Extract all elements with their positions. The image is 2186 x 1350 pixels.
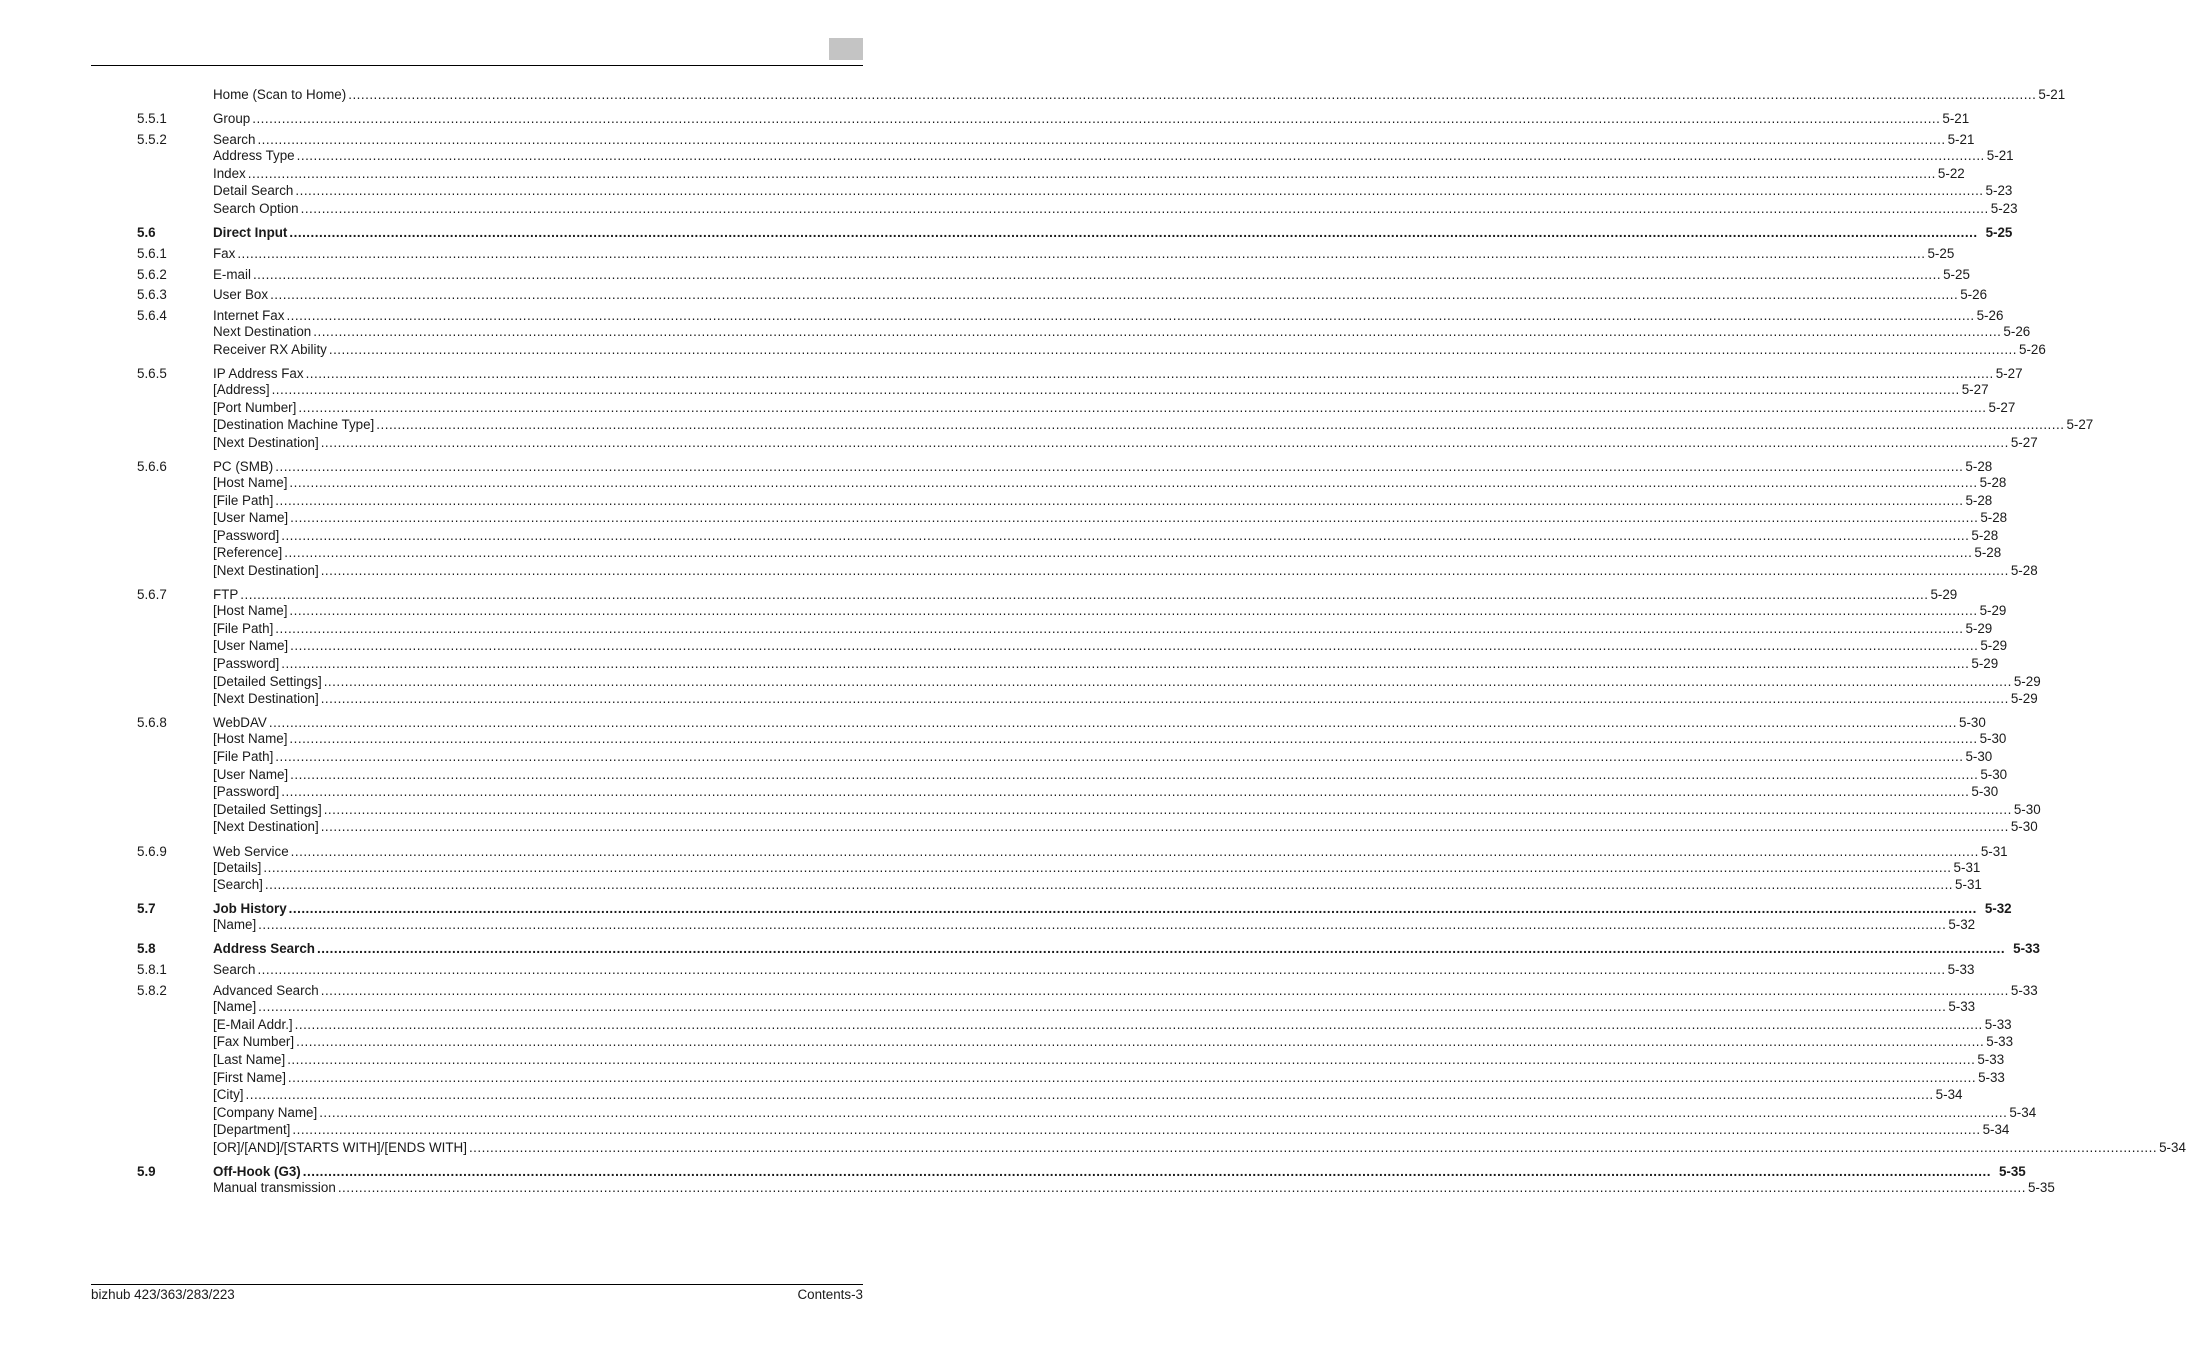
toc-title: [User Name] (213, 767, 289, 782)
toc-title: [Name] (213, 999, 257, 1014)
toc-dot-leader: ................................................................................................................................................................................................................................................................................................................................................................................................................ (275, 749, 1964, 764)
toc-page-number: 5-30 (1971, 784, 1999, 799)
toc-line (213, 1139, 2186, 1157)
toc-dot-leader: ................................................................................................................................................................................................................................................................................................................................................................................................................ (376, 417, 2065, 432)
toc-title: Search (213, 962, 256, 977)
toc-page-number: 5-21 (1947, 132, 1975, 147)
toc-dot-leader: ................................................................................................................................................................................................................................................................................................................................................................................................................ (348, 87, 2037, 102)
toc-title: [Port Number] (213, 400, 297, 415)
toc-line (213, 182, 2013, 200)
toc-title: [File Path] (213, 493, 274, 508)
toc-dot-leader: ................................................................................................................................................................................................................................................................................................................................................................................................................ (275, 621, 1964, 636)
toc-dot-leader: ................................................................................................................................................................................................................................................................................................................................................................................................................ (296, 148, 1985, 163)
toc-page-number: 5-30 (1980, 767, 2008, 782)
toc-dot-leader: ................................................................................................................................................................................................................................................................................................................................................................................................................ (300, 201, 1989, 216)
toc-entry[interactable] (0, 961, 1975, 979)
toc-page-number: 5-25 (1985, 225, 2013, 240)
toc-line (213, 416, 2094, 434)
toc-page-number: 5-34 (2159, 1140, 2186, 1155)
toc-line (213, 147, 2014, 165)
toc-title: Manual transmission (213, 1180, 336, 1195)
toc-dot-leader: ................................................................................................................................................................................................................................................................................................................................................................................................................ (289, 225, 1978, 240)
toc-entry[interactable] (0, 1139, 2186, 1157)
toc-dot-leader: ................................................................................................................................................................................................................................................................................................................................................................................................................ (252, 267, 1942, 282)
toc-section-number: 5.8.1 (137, 962, 167, 977)
toc-dot-leader: ................................................................................................................................................................................................................................................................................................................................................................................................................ (240, 587, 1929, 602)
toc-line (213, 620, 1993, 638)
toc-page-number: 5-31 (1980, 844, 2008, 859)
toc-page-number: 5-30 (1965, 749, 1993, 764)
toc-title: Fax (213, 246, 236, 261)
toc-line (213, 562, 2038, 580)
toc-title: [Host Name] (213, 731, 288, 746)
toc-page-number: 5-29 (1965, 621, 1993, 636)
toc-title: Internet Fax (213, 308, 285, 323)
toc-dot-leader: ................................................................................................................................................................................................................................................................................................................................................................................................................ (323, 802, 2012, 817)
toc-dot-leader: ................................................................................................................................................................................................................................................................................................................................................................................................................ (287, 1052, 1976, 1067)
toc-page-number: 5-21 (2038, 87, 2066, 102)
toc-entry[interactable] (0, 562, 2038, 580)
toc-section-number: 5.6 (137, 225, 156, 240)
toc-title: [Host Name] (213, 603, 288, 618)
toc-dot-leader: ................................................................................................................................................................................................................................................................................................................................................................................................................ (252, 111, 1941, 126)
toc-line (213, 916, 1976, 934)
toc-line (213, 474, 2007, 492)
toc-entry[interactable] (0, 341, 2046, 359)
toc-page-number: 5-30 (1979, 731, 2007, 746)
toc-title: [Password] (213, 528, 280, 543)
toc-line (213, 783, 1999, 801)
toc-dot-leader: ................................................................................................................................................................................................................................................................................................................................................................................................................ (281, 528, 1970, 543)
toc-page-number: 5-22 (1937, 166, 1965, 181)
toc-section-number: 5.6.6 (137, 459, 167, 474)
toc-title: Job History (213, 901, 287, 916)
toc-page-number: 5-21 (1942, 111, 1970, 126)
toc-dot-leader: ................................................................................................................................................................................................................................................................................................................................................................................................................ (271, 382, 1960, 397)
toc-page-number: 5-28 (1974, 545, 2002, 560)
toc-entry[interactable] (0, 110, 1970, 128)
toc-entry[interactable] (0, 876, 1982, 894)
toc-entry[interactable] (0, 182, 2013, 200)
toc-title: Advanced Search (213, 983, 319, 998)
toc-page-number: 5-28 (2010, 563, 2038, 578)
toc-line (213, 818, 2038, 836)
toc-title: [Reference] (213, 545, 283, 560)
toc-dot-leader: ................................................................................................................................................................................................................................................................................................................................................................................................................ (288, 901, 1977, 916)
toc-line (213, 527, 1999, 545)
toc-title: Index (213, 166, 246, 181)
toc-page-number: 5-28 (1971, 528, 1999, 543)
toc-dot-leader: ................................................................................................................................................................................................................................................................................................................................................................................................................ (275, 459, 1964, 474)
toc-page-number: 5-32 (1984, 901, 2012, 916)
toc-page-number: 5-35 (1998, 1164, 2026, 1179)
toc-line (213, 859, 1981, 877)
toc-dot-leader: ................................................................................................................................................................................................................................................................................................................................................................................................................ (292, 1122, 1981, 1137)
toc-dot-leader: ................................................................................................................................................................................................................................................................................................................................................................................................................ (245, 1087, 1934, 1102)
toc-entry[interactable] (0, 416, 2094, 434)
toc-line (213, 1069, 2005, 1087)
toc-entry[interactable] (0, 224, 2013, 242)
toc-dot-leader: ................................................................................................................................................................................................................................................................................................................................................................................................................ (290, 844, 1979, 859)
toc-dot-leader: ................................................................................................................................................................................................................................................................................................................................................................................................................ (468, 1140, 2158, 1155)
toc-title: [City] (213, 1087, 244, 1102)
toc-entry[interactable] (0, 655, 1999, 673)
toc-dot-leader: ................................................................................................................................................................................................................................................................................................................................................................................................................ (237, 246, 1926, 261)
toc-title: [Password] (213, 656, 280, 671)
toc-line (213, 341, 2046, 359)
toc-title: Group (213, 111, 251, 126)
toc-entry[interactable] (0, 801, 2041, 819)
toc-entry[interactable] (0, 381, 1989, 399)
toc-dot-leader: ................................................................................................................................................................................................................................................................................................................................................................................................................ (320, 819, 2009, 834)
toc-page-number: 5-33 (1984, 1017, 2012, 1032)
toc-dot-leader: ................................................................................................................................................................................................................................................................................................................................................................................................................ (286, 308, 1975, 323)
toc-title: [Destination Machine Type] (213, 417, 375, 432)
toc-title: User Box (213, 287, 269, 302)
toc-page-number: 5-31 (1953, 860, 1981, 875)
toc-page-number: 5-25 (1943, 267, 1970, 282)
toc-dot-leader: ................................................................................................................................................................................................................................................................................................................................................................................................................ (287, 1070, 1977, 1085)
toc-entry[interactable] (0, 859, 1981, 877)
toc-line (213, 1104, 2037, 1122)
toc-title: Off-Hook (G3) (213, 1164, 301, 1179)
toc-title: Receiver RX Ability (213, 342, 327, 357)
toc-entry[interactable] (0, 730, 2007, 748)
toc-line (213, 544, 2002, 562)
toc-dot-leader: ................................................................................................................................................................................................................................................................................................................................................................................................................ (257, 132, 1946, 147)
toc-page-number: 5-27 (1988, 400, 2016, 415)
toc-entry[interactable] (0, 1104, 2037, 1122)
toc-title: [First Name] (213, 1070, 286, 1085)
toc-dot-leader: ................................................................................................................................................................................................................................................................................................................................................................................................................ (284, 545, 1973, 560)
toc-title: Next Destination (213, 324, 312, 339)
toc-dot-leader: ................................................................................................................................................................................................................................................................................................................................................................................................................ (294, 1017, 1983, 1032)
toc-dot-leader: ................................................................................................................................................................................................................................................................................................................................................................................................................ (319, 1105, 2008, 1120)
toc-title: IP Address Fax (213, 366, 304, 381)
toc-line (213, 509, 2008, 527)
toc-dot-leader: ................................................................................................................................................................................................................................................................................................................................................................................................................ (258, 917, 1947, 932)
toc-page-number: 5-33 (1986, 1034, 2014, 1049)
toc-entry[interactable] (0, 1086, 1963, 1104)
toc-page-number: 5-26 (1960, 287, 1988, 302)
toc-section-number: 5.6.9 (137, 844, 167, 859)
toc-title: [Next Destination] (213, 435, 319, 450)
toc-title: PC (SMB) (213, 459, 274, 474)
toc-title: [Next Destination] (213, 819, 319, 834)
toc-line (213, 998, 1976, 1016)
toc-entry[interactable] (0, 509, 2008, 527)
toc-title: [Host Name] (213, 475, 288, 490)
toc-title: [File Path] (213, 749, 274, 764)
toc-page-number: 5-32 (1948, 917, 1976, 932)
toc-page-number: 5-29 (2010, 691, 2038, 706)
toc-page-number: 5-29 (1971, 656, 1999, 671)
toc-dot-leader: ................................................................................................................................................................................................................................................................................................................................................................................................................ (320, 563, 2009, 578)
toc-dot-leader: ................................................................................................................................................................................................................................................................................................................................................................................................................ (305, 366, 1994, 381)
toc-dot-leader: ................................................................................................................................................................................................................................................................................................................................................................................................................ (323, 674, 2012, 689)
toc-title: Home (Scan to Home) (213, 87, 347, 102)
toc-dot-leader: ................................................................................................................................................................................................................................................................................................................................................................................................................ (275, 493, 1964, 508)
toc-title: Search (213, 132, 256, 147)
toc-line (213, 876, 1982, 894)
toc-dot-leader: ................................................................................................................................................................................................................................................................................................................................................................................................................ (290, 510, 1979, 525)
toc-line (213, 165, 1965, 183)
toc-title: [User Name] (213, 638, 289, 653)
toc-dot-leader: ................................................................................................................................................................................................................................................................................................................................................................................................................ (257, 962, 1946, 977)
toc-page-number: 5-27 (2066, 417, 2094, 432)
toc-line (213, 602, 2007, 620)
toc-entry[interactable] (0, 690, 2038, 708)
toc-page-number: 5-28 (1965, 459, 1993, 474)
toc-page-number: 5-35 (2027, 1180, 2055, 1195)
toc-dot-leader: ................................................................................................................................................................................................................................................................................................................................................................................................................ (320, 983, 2009, 998)
toc-section-number: 5.9 (137, 1164, 156, 1179)
toc-page-number: 5-23 (1990, 201, 2018, 216)
toc-title: [Name] (213, 917, 257, 932)
toc-dot-leader: ................................................................................................................................................................................................................................................................................................................................................................................................................ (298, 400, 1987, 415)
toc-title: [Department] (213, 1122, 291, 1137)
toc-page-number: 5-21 (1986, 148, 2014, 163)
toc-line (213, 381, 1989, 399)
toc-line (213, 637, 2008, 655)
toc-dot-leader: ................................................................................................................................................................................................................................................................................................................................................................................................................ (296, 1034, 1985, 1049)
toc-dot-leader: ................................................................................................................................................................................................................................................................................................................................................................................................................ (313, 324, 2002, 339)
toc-section-number: 5.6.5 (137, 366, 167, 381)
toc-line (213, 286, 1988, 304)
toc-page-number: 5-26 (2019, 342, 2046, 357)
toc-entry[interactable] (0, 620, 1993, 638)
toc-section-number: 5.5.1 (137, 111, 167, 126)
toc-page-number: 5-33 (1977, 1052, 2005, 1067)
toc-title: [Details] (213, 860, 262, 875)
toc-line (213, 940, 2040, 958)
toc-title: [Detailed Settings] (213, 674, 322, 689)
toc-entry[interactable] (0, 940, 2040, 958)
toc-title: WebDAV (213, 715, 267, 730)
toc-title: [Fax Number] (213, 1034, 295, 1049)
toc-page-number: 5-34 (1982, 1122, 2010, 1137)
toc-section-number: 5.6.3 (137, 287, 167, 302)
toc-dot-leader: ................................................................................................................................................................................................................................................................................................................................................................................................................ (320, 435, 2009, 450)
toc-page-number: 5-29 (1979, 603, 2007, 618)
toc-dot-leader: ................................................................................................................................................................................................................................................................................................................................................................................................................ (320, 691, 2009, 706)
toc-entry[interactable] (0, 492, 1993, 510)
toc-page-number: 5-26 (1976, 308, 2004, 323)
toc-dot-leader: ................................................................................................................................................................................................................................................................................................................................................................................................................ (328, 342, 2018, 357)
toc-line (213, 690, 2038, 708)
toc-title: [OR]/[AND]/[STARTS WITH]/[ENDS WITH] (213, 1140, 467, 1155)
toc-line (213, 673, 2041, 691)
toc-section-number: 5.7 (137, 901, 156, 916)
toc-page-number: 5-30 (1959, 715, 1986, 730)
toc-entry[interactable] (0, 245, 1955, 263)
toc-section-number: 5.6.8 (137, 715, 167, 730)
toc-dot-leader: ................................................................................................................................................................................................................................................................................................................................................................................................................ (289, 731, 1978, 746)
toc-line (213, 1179, 2055, 1197)
toc-line (213, 399, 2016, 417)
toc-line (213, 961, 1975, 979)
toc-entry[interactable] (0, 998, 1976, 1016)
toc-dot-leader: ................................................................................................................................................................................................................................................................................................................................................................................................................ (295, 183, 1984, 198)
toc-entry[interactable] (0, 1121, 2010, 1139)
toc-page-number: 5-28 (1965, 493, 1993, 508)
toc-title: Address Search (213, 941, 315, 956)
toc-entry[interactable] (0, 1016, 2012, 1034)
toc-entry[interactable] (0, 1179, 2055, 1197)
toc-entry[interactable] (0, 1033, 2014, 1051)
toc-entry[interactable] (0, 637, 2008, 655)
footer-product-name: bizhub 423/363/283/223 (91, 1287, 235, 1302)
footer-rule (91, 1284, 863, 1285)
toc-page-number: 5-28 (1979, 475, 2007, 490)
toc-line (213, 86, 2066, 104)
toc-dot-leader: ................................................................................................................................................................................................................................................................................................................................................................................................................ (302, 1164, 1991, 1179)
toc-page-number: 5-29 (1930, 587, 1958, 602)
toc-section-number: 5.6.1 (137, 246, 167, 261)
toc-page-number: 5-29 (1980, 638, 2008, 653)
toc-page-number: 5-31 (1955, 877, 1982, 892)
toc-line (213, 245, 1955, 263)
toc-page-number: 5-26 (2003, 324, 2031, 339)
toc-page-number: 5-29 (2013, 674, 2041, 689)
toc-dot-leader: ................................................................................................................................................................................................................................................................................................................................................................................................................ (281, 656, 1970, 671)
toc-section-number: 5.5.2 (137, 132, 167, 147)
toc-line (213, 200, 2018, 218)
toc-line (213, 110, 1970, 128)
toc-line (213, 323, 2031, 341)
toc-entry[interactable] (0, 266, 1970, 284)
toc-entry[interactable] (0, 673, 2041, 691)
toc-dot-leader: ................................................................................................................................................................................................................................................................................................................................................................................................................ (270, 287, 1959, 302)
toc-title: [Company Name] (213, 1105, 318, 1120)
toc-entry[interactable] (0, 544, 2002, 562)
toc-line (213, 266, 1970, 284)
toc-page-number: 5-30 (2013, 802, 2041, 817)
toc-title: [Next Destination] (213, 691, 319, 706)
toc-page-number: 5-33 (1948, 999, 1976, 1014)
toc-dot-leader: ................................................................................................................................................................................................................................................................................................................................................................................................................ (290, 638, 1979, 653)
toc-entry[interactable] (0, 1051, 2005, 1069)
toc-line (213, 748, 1993, 766)
toc-line (213, 1033, 2014, 1051)
toc-line (213, 1121, 2010, 1139)
toc-entry[interactable] (0, 86, 2066, 104)
toc-title: [Detailed Settings] (213, 802, 322, 817)
toc-entry[interactable] (0, 783, 1999, 801)
toc-line (213, 224, 2013, 242)
toc-section-number: 5.8.2 (137, 983, 167, 998)
toc-dot-leader: ................................................................................................................................................................................................................................................................................................................................................................................................................ (264, 877, 1954, 892)
toc-page-number: 5-33 (2013, 941, 2040, 956)
toc-title: [Password] (213, 784, 280, 799)
toc-page-number: 5-34 (1935, 1087, 1963, 1102)
toc-dot-leader: ................................................................................................................................................................................................................................................................................................................................................................................................................ (263, 860, 1952, 875)
toc-entry[interactable] (0, 818, 2038, 836)
toc-page-number: 5-33 (1947, 962, 1975, 977)
toc-entry[interactable] (0, 399, 2016, 417)
toc-dot-leader: ................................................................................................................................................................................................................................................................................................................................................................................................................ (268, 715, 1957, 730)
toc-section-number: 5.6.7 (137, 587, 167, 602)
toc-title: [Next Destination] (213, 563, 319, 578)
toc-line (213, 1086, 1963, 1104)
toc-entry[interactable] (0, 323, 2031, 341)
toc-entry[interactable] (0, 147, 2014, 165)
toc-title: [User Name] (213, 510, 289, 525)
toc-page-number: 5-27 (2010, 435, 2038, 450)
toc-page-number: 5-33 (2010, 983, 2038, 998)
toc-title: [File Path] (213, 621, 274, 636)
toc-section-number: 5.6.2 (137, 267, 167, 282)
toc-page-number: 5-28 (1980, 510, 2008, 525)
toc-page-number: 5-27 (1995, 366, 2023, 381)
toc-page-number: 5-34 (2009, 1105, 2037, 1120)
toc-dot-leader: ................................................................................................................................................................................................................................................................................................................................................................................................................ (247, 166, 1936, 181)
toc-line (213, 801, 2041, 819)
toc-entry[interactable] (0, 286, 1988, 304)
toc-dot-leader: ................................................................................................................................................................................................................................................................................................................................................................................................................ (258, 999, 1947, 1014)
toc-line (213, 1016, 2012, 1034)
toc-entry[interactable] (0, 200, 2018, 218)
toc-title: E-mail (213, 267, 251, 282)
toc-dot-leader: ................................................................................................................................................................................................................................................................................................................................................................................................................ (281, 784, 1970, 799)
toc-title: Search Option (213, 201, 299, 216)
toc-line (213, 492, 1993, 510)
toc-page-number: 5-27 (1961, 382, 1989, 397)
toc-entry[interactable] (0, 434, 2038, 452)
toc-page-number: 5-23 (1985, 183, 2013, 198)
footer-page-number: Contents-3 (797, 1287, 863, 1302)
toc-title: FTP (213, 587, 239, 602)
toc-title: [Search] (213, 877, 263, 892)
toc-line (213, 1051, 2005, 1069)
toc-dot-leader: ................................................................................................................................................................................................................................................................................................................................................................................................................ (337, 1180, 2026, 1195)
toc-title: [Last Name] (213, 1052, 286, 1067)
toc-entry[interactable] (0, 474, 2007, 492)
toc-title: [Address] (213, 382, 270, 397)
toc-title: Web Service (213, 844, 289, 859)
toc-dot-leader: ................................................................................................................................................................................................................................................................................................................................................................................................................ (290, 767, 1979, 782)
toc-dot-leader: ................................................................................................................................................................................................................................................................................................................................................................................................................ (289, 475, 1978, 490)
toc-page-number: 5-33 (1978, 1070, 2005, 1085)
toc-entry[interactable] (0, 916, 1976, 934)
toc-entry[interactable] (0, 602, 2007, 620)
toc-entry[interactable] (0, 527, 1999, 545)
toc-entry[interactable] (0, 748, 1993, 766)
toc-title: Detail Search (213, 183, 294, 198)
toc-page-number: 5-25 (1927, 246, 1955, 261)
toc-title: Direct Input (213, 225, 288, 240)
toc-line (213, 766, 2008, 784)
toc-dot-leader: ................................................................................................................................................................................................................................................................................................................................................................................................................ (316, 941, 2006, 956)
toc-entry[interactable] (0, 766, 2008, 784)
toc-line (213, 434, 2038, 452)
toc-page-number: 5-30 (2010, 819, 2038, 834)
toc-entry[interactable] (0, 1069, 2005, 1087)
toc-line (213, 730, 2007, 748)
toc-title: [E-Mail Addr.] (213, 1017, 293, 1032)
toc-section-number: 5.6.4 (137, 308, 167, 323)
toc-section-number: 5.8 (137, 941, 156, 956)
toc-title: Address Type (213, 148, 295, 163)
toc-line (213, 655, 1999, 673)
toc-entry[interactable] (0, 165, 1965, 183)
toc-dot-leader: ................................................................................................................................................................................................................................................................................................................................................................................................................ (289, 603, 1978, 618)
